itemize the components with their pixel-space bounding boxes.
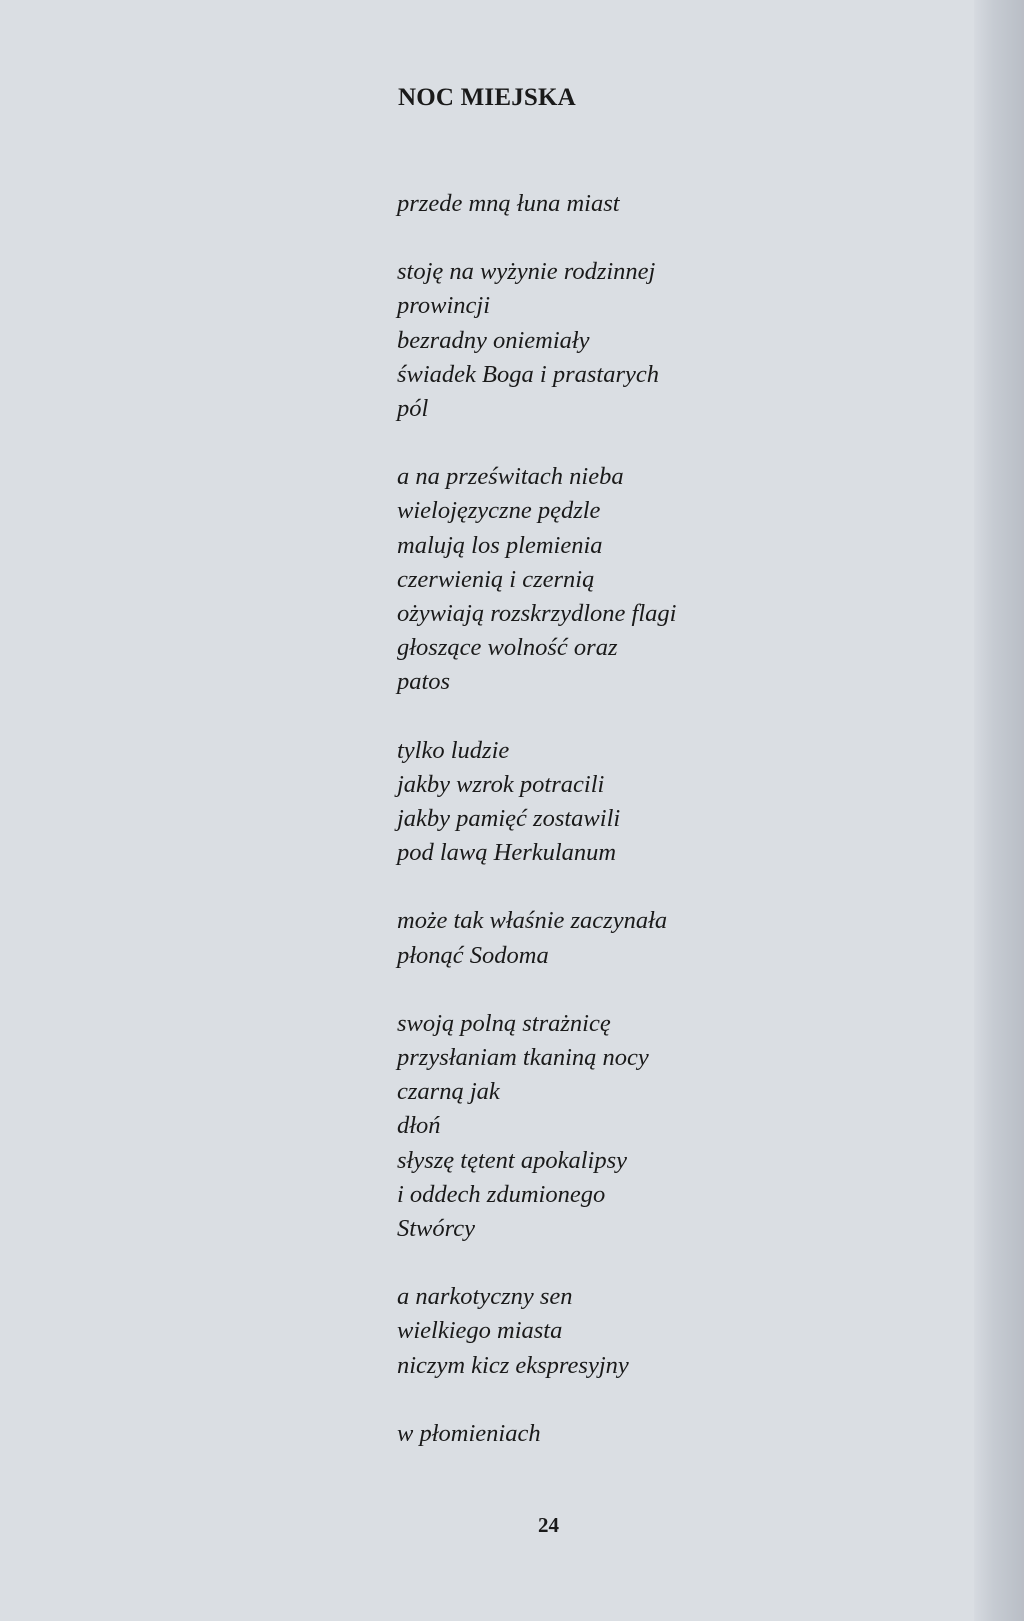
poem-line: ożywiają rozskrzydlone flagi [397, 600, 677, 628]
stanza [397, 460, 957, 699]
poem-line: czerwienią i czernią [397, 565, 595, 593]
poem-line: Stwórcy [397, 1215, 476, 1243]
poem-line: pól [397, 395, 429, 423]
poem-line: wielkiego miasta [397, 1317, 563, 1345]
poem-line: a na prześwitach nieba [397, 463, 624, 491]
stanza [397, 255, 957, 426]
poem-line: słyszę tętent apokalipsy [397, 1146, 627, 1174]
poem-line: a narkotyczny sen [397, 1283, 573, 1311]
stanza [397, 904, 957, 972]
stanza [397, 1417, 957, 1451]
poem-line: stoję na wyżynie rodzinnej [397, 258, 656, 286]
poem-line: niczym kicz ekspresyjny [397, 1351, 629, 1379]
poem-line: świadek Boga i prastarych [397, 360, 659, 388]
poem-line: może tak właśnie zaczynała [397, 907, 668, 935]
poem-line: i oddech zdumionego [397, 1180, 606, 1208]
poem-line: prowincji [397, 292, 491, 320]
poem-line: głoszące wolność oraz [397, 634, 618, 662]
poem-line: w płomieniach [397, 1419, 541, 1447]
stanza [397, 187, 957, 221]
poem-line: patos [397, 668, 451, 696]
poem-line: płonąć Sodoma [397, 941, 549, 969]
stanza [397, 1280, 957, 1383]
poem-line: jakby wzrok potracili [397, 770, 605, 798]
stanza [397, 1007, 957, 1246]
poem-line: wielojęzyczne pędzle [397, 497, 601, 525]
poem-line: pod lawą Herkulanum [397, 839, 617, 867]
poem-line: bezradny oniemiały [397, 326, 590, 354]
poem-line: przede mną łuna miast [397, 190, 620, 217]
poem-line: przysłaniam tkaniną nocy [397, 1044, 649, 1072]
poem-line: czarną jak [397, 1078, 500, 1106]
poem-body [397, 187, 957, 1485]
poem-line: tylko ludzie [397, 736, 510, 764]
poem-line: jakby pamięć zostawili [397, 805, 621, 833]
poem-line: swoją polną strażnicę [397, 1009, 611, 1037]
poem-line: dłoń [397, 1112, 441, 1140]
page-edge-shadow [974, 0, 1024, 1621]
page-number: 24 [538, 1513, 559, 1537]
poem-line: malują los plemienia [397, 531, 603, 559]
poem-title: NOC MIEJSKA [398, 84, 576, 111]
stanza [397, 734, 957, 871]
